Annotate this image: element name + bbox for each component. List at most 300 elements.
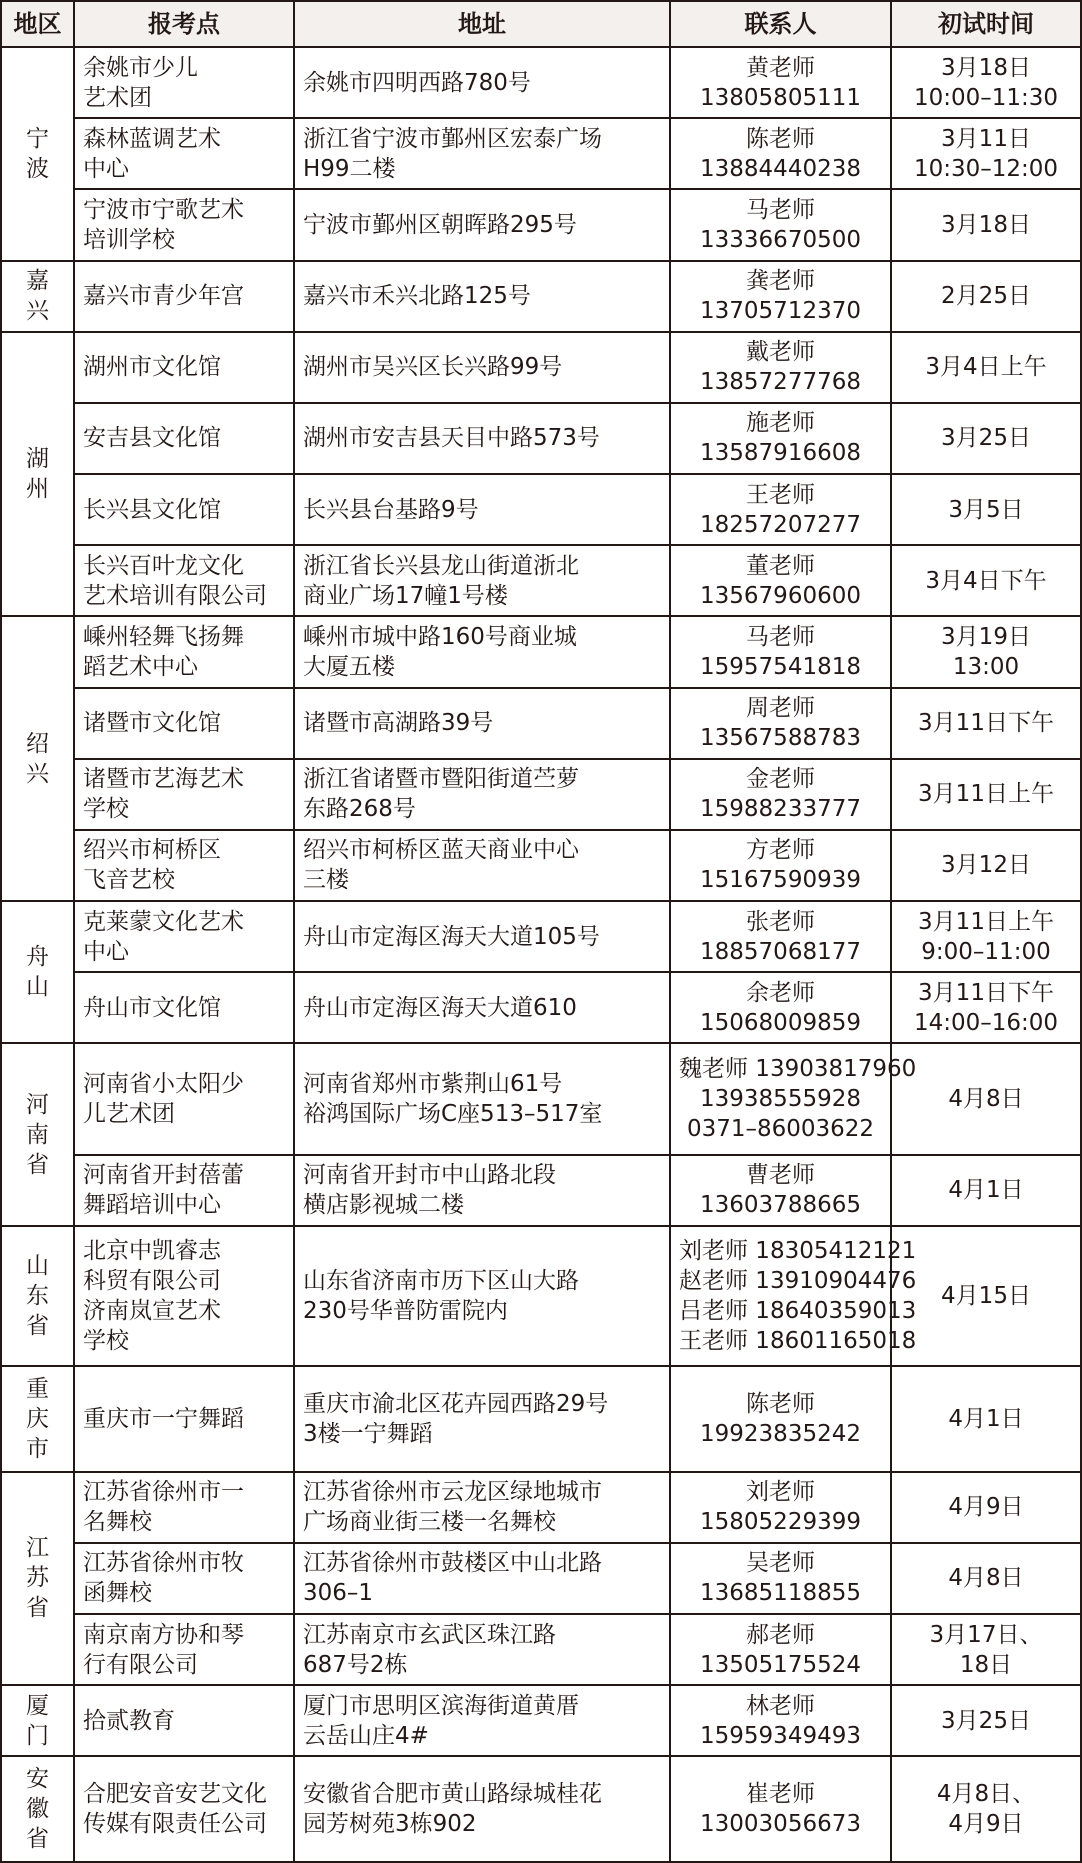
cell-line: 嵊州轻舞飞扬舞 [83,623,244,650]
exam-time-cell [891,47,1081,118]
venue-cell [74,972,294,1043]
contact-cell [670,972,891,1043]
address-cell [294,1472,670,1543]
cell-line: 江 [26,1535,49,1562]
cell-line: 裕鸿国际广场C座513–517室 [303,1101,603,1128]
cell-line: 三楼 [303,867,349,894]
cell-line: 舟 [26,944,49,971]
cell-line: 马老师 [746,196,815,223]
cell-line: 厦 [26,1692,49,1719]
cell-line: 江苏南京市玄武区珠江路 [303,1621,556,1648]
cell-line: 学校 [83,796,129,823]
exam-time-cell [891,1226,1081,1366]
contact-cell [670,332,891,403]
table-row [1,47,1081,118]
cell-line: 3月18日 [941,211,1031,238]
cell-line: 刘老师 18305412121 [679,1237,917,1264]
table-row [1,1543,1081,1614]
exam-time-cell [891,1685,1081,1756]
cell-line: 2月25日 [941,283,1031,310]
cell-line: 4月9日 [948,1811,1024,1838]
venue-cell [74,759,294,830]
cell-line: 19923835242 [700,1420,861,1447]
cell-line: 13705712370 [700,298,861,325]
contact-cell [670,901,891,972]
venue-cell [74,118,294,189]
cell-line: 诸暨市文化馆 [83,710,221,737]
cell-line: 河 [26,1091,49,1118]
cell-line: 重庆市渝北区花卉园西路29号 [303,1390,609,1417]
venue-cell [74,616,294,687]
cell-line: 诸暨市艺海艺术 [83,766,244,793]
exam-time-cell [891,1756,1081,1862]
cell-line: 南京南方协和琴 [83,1621,244,1648]
cell-line: 15068009859 [700,1009,861,1036]
address-cell [294,1543,670,1614]
cell-line: 兴 [26,298,49,325]
contact-cell [670,118,891,189]
cell-line: 黄老师 [746,54,815,81]
exam-time-cell [891,545,1081,616]
venue-cell [74,474,294,545]
cell-line: 陈老师 [746,125,815,152]
cell-line: 绍兴市柯桥区 [83,837,221,864]
header-exam-time: 初试时间 [891,1,1081,47]
cell-line: 13603788665 [700,1192,861,1219]
cell-line: 13685118855 [700,1580,861,1607]
table-row [1,545,1081,616]
venue-cell [74,1472,294,1543]
cell-line: 郝老师 [746,1621,815,1648]
cell-line: 北京中凯睿志 [83,1237,221,1264]
cell-line: 长兴县台基路9号 [303,496,479,523]
contact-cell [670,616,891,687]
cell-line: 传媒有限责任公司 [83,1811,267,1838]
cell-line: 江苏省徐州市一 [83,1479,244,1506]
cell-line: 13938555928 [700,1086,861,1113]
address-cell [294,830,670,901]
cell-line: 安 [26,1766,49,1793]
contact-cell [670,189,891,260]
cell-line: 方老师 [746,837,815,864]
cell-line: 山 [26,974,49,1001]
cell-line: 15988233777 [700,796,861,823]
cell-line: 门 [26,1722,49,1749]
venue-cell [74,688,294,759]
region-cell [1,1366,74,1472]
cell-line: 云岳山庄4# [303,1722,429,1749]
table-row [1,1685,1081,1756]
cell-line: 13567960600 [700,582,861,609]
cell-line: 中心 [83,938,129,965]
cell-line: 绍兴市柯桥区蓝天商业中心 [303,837,579,864]
cell-line: 周老师 [746,695,815,722]
region-cell [1,1756,74,1862]
cell-line: 0371–86003622 [686,1116,875,1143]
cell-line: 13805805111 [700,84,861,111]
cell-line: 刘老师 [746,1479,815,1506]
cell-line: 3月11日上午 [918,781,1054,808]
cell-line: 中心 [83,155,129,182]
cell-line: 湖 [26,446,49,473]
exam-time-cell [891,189,1081,260]
cell-line: 广场商业街三楼一名舞校 [303,1509,556,1536]
cell-line: 13567588783 [700,725,861,752]
contact-cell [670,1614,891,1685]
contact-cell [670,1685,891,1756]
cell-line: 10:00–11:30 [913,84,1059,111]
cell-line: 3月11日 [941,125,1031,152]
table-row [1,332,1081,403]
contact-cell [670,1155,891,1226]
table-row [1,118,1081,189]
cell-line: 张老师 [746,908,815,935]
cell-line: 重庆市一宁舞蹈 [83,1405,244,1432]
cell-line: 蹈艺术中心 [83,653,198,680]
cell-line: 绍 [26,730,49,757]
table-row [1,1614,1081,1685]
venue-cell [74,1226,294,1366]
address-cell [294,545,670,616]
cell-line: 10:30–12:00 [913,155,1059,182]
table-row [1,261,1081,332]
cell-line: 安徽省合肥市黄山路绿城桂花 [303,1781,602,1808]
exam-time-cell [891,1472,1081,1543]
contact-cell [670,261,891,332]
cell-line: 商业广场17幢1号楼 [303,582,508,609]
cell-line: 9:00–11:00 [921,938,1051,965]
venue-cell [74,545,294,616]
cell-line: 东路268号 [303,796,416,823]
cell-line: 浙江省诸暨市暨阳街道苎萝 [303,766,579,793]
cell-line: 飞音艺校 [83,867,175,894]
cell-line: 14:00–16:00 [913,1009,1059,1036]
table-row [1,1366,1081,1472]
address-cell [294,1366,670,1472]
exam-time-cell [891,1366,1081,1472]
table-row [1,1472,1081,1543]
header-address: 地址 [294,1,670,47]
address-cell [294,688,670,759]
cell-line: 嵊州市城中路160号商业城 [303,623,577,650]
cell-line: H99二楼 [303,155,396,182]
cell-line: 4月8日、 [936,1781,1036,1808]
cell-line: 厦门市思明区滨海街道黄厝 [303,1692,579,1719]
address-cell [294,1226,670,1366]
cell-line: 舟山市定海区海天大道610 [303,994,577,1021]
cell-line: 重 [26,1375,49,1402]
cell-line: 13:00 [952,653,1020,680]
header-contact: 联系人 [670,1,891,47]
contact-cell [670,759,891,830]
cell-line: 3月11日上午 [918,908,1054,935]
cell-line: 林老师 [746,1692,815,1719]
address-cell [294,1043,670,1154]
table-row [1,759,1081,830]
cell-line: 董老师 [746,552,815,579]
cell-line: 培训学校 [83,226,175,253]
contact-cell [670,1043,917,1154]
cell-line: 州 [26,476,49,503]
cell-line: 4月8日 [948,1086,1024,1113]
cell-line: 3月18日 [941,54,1031,81]
region-cell [1,1472,74,1686]
exam-time-cell [891,1155,1081,1226]
venue-cell [74,1756,294,1862]
venue-cell [74,261,294,332]
cell-line: 陈老师 [746,1390,815,1417]
exam-time-cell [891,972,1081,1043]
table-row [1,1226,1081,1366]
region-cell [1,901,74,1043]
cell-line: 吴老师 [746,1550,815,1577]
table-header-row [1,1,1081,47]
cell-line: 湖州市吴兴区长兴路99号 [303,354,563,381]
header-venue: 报考点 [74,1,294,47]
region-cell [1,616,74,901]
cell-line: 东 [26,1282,49,1309]
exam-time-cell [891,118,1081,189]
cell-line: 艺术团 [83,84,152,111]
cell-line: 13336670500 [700,226,861,253]
venue-cell [74,1614,294,1685]
cell-line: 江苏省徐州市鼓楼区中山北路 [303,1550,602,1577]
cell-line: 吕老师 18640359013 [679,1297,917,1324]
cell-line: 省 [26,1312,49,1339]
cell-line: 13857277768 [700,369,861,396]
cell-line: 3月17日、 [929,1621,1043,1648]
cell-line: 学校 [83,1327,129,1354]
address-cell [294,759,670,830]
address-cell [294,189,670,260]
address-cell [294,403,670,474]
address-cell [294,261,670,332]
cell-line: 省 [26,1595,49,1622]
cell-line: 306–1 [303,1580,374,1607]
table-row [1,189,1081,260]
exam-time-cell [891,688,1081,759]
venue-cell [74,1366,294,1472]
address-cell [294,1756,670,1862]
contact-cell [670,47,891,118]
cell-line: 230号华普防雷院内 [303,1297,508,1324]
contact-cell [670,1472,891,1543]
exam-time-cell [891,403,1081,474]
region-cell [1,332,74,617]
cell-line: 兴 [26,760,49,787]
cell-line: 3月4日上午 [925,354,1047,381]
cell-line: 湖州市文化馆 [83,354,221,381]
cell-line: 济南岚宣艺术 [83,1297,221,1324]
cell-line: 河南省小太阳少 [83,1071,244,1098]
cell-line: 4月1日 [948,1177,1024,1204]
table-row [1,1043,1081,1154]
cell-line: 宁波市宁歌艺术 [83,196,244,223]
cell-line: 王老师 18601165018 [679,1327,917,1354]
cell-line: 儿艺术团 [83,1101,175,1128]
table-row [1,901,1081,972]
cell-line: 舟山市文化馆 [83,994,221,1021]
cell-line: 函舞校 [83,1580,152,1607]
table-row [1,830,1081,901]
cell-line: 13505175524 [700,1651,861,1678]
venue-cell [74,47,294,118]
cell-line: 横店影视城二楼 [303,1192,464,1219]
exam-time-cell [891,830,1081,901]
cell-line: 3月5日 [948,496,1024,523]
contact-cell [670,688,891,759]
address-cell [294,1685,670,1756]
cell-line: 安吉县文化馆 [83,425,221,452]
table-row [1,972,1081,1043]
cell-line: 南 [26,1121,49,1148]
cell-line: 克莱蒙文化艺术 [83,908,244,935]
cell-line: 湖州市安吉县天目中路573号 [303,425,600,452]
cell-line: 艺术培训有限公司 [83,582,267,609]
cell-line: 长兴百叶龙文化 [83,552,244,579]
cell-line: 名舞校 [83,1509,152,1536]
cell-line: 河南省郑州市紫荆山61号 [303,1071,563,1098]
cell-line: 浙江省宁波市鄞州区宏泰广场 [303,125,602,152]
table-row [1,1155,1081,1226]
cell-line: 施老师 [746,410,815,437]
cell-line: 3月12日 [941,852,1031,879]
address-cell [294,901,670,972]
cell-line: 余姚市少儿 [83,54,198,81]
cell-line: 行有限公司 [83,1651,198,1678]
cell-line: 江苏省徐州市云龙区绿地城市 [303,1479,602,1506]
cell-line: 18257207277 [700,511,861,538]
cell-line: 687号2栋 [303,1651,408,1678]
exam-time-cell [891,1043,1081,1154]
cell-line: 4月1日 [948,1405,1024,1432]
cell-line: 赵老师 13910904476 [679,1267,917,1294]
cell-line: 徽 [26,1796,49,1823]
cell-line: 山东省济南市历下区山大路 [303,1267,579,1294]
cell-line: 波 [26,155,49,182]
cell-line: 3楼一宁舞蹈 [303,1420,433,1447]
venue-cell [74,1155,294,1226]
cell-line: 市 [26,1435,49,1462]
contact-cell [670,474,891,545]
region-cell [1,261,74,332]
cell-line: 园芳树苑3栋902 [303,1811,477,1838]
address-cell [294,616,670,687]
region-cell [1,47,74,261]
region-cell [1,1043,74,1226]
venue-cell [74,1685,294,1756]
exam-time-cell [891,1543,1081,1614]
cell-line: 合肥安音安艺文化 [83,1781,267,1808]
cell-line: 18857068177 [700,938,861,965]
cell-line: 3月25日 [941,425,1031,452]
cell-line: 宁波市鄞州区朝晖路295号 [303,211,577,238]
cell-line: 嘉 [26,268,49,295]
table-row [1,1756,1081,1862]
venue-cell [74,189,294,260]
exam-time-cell [891,901,1081,972]
cell-line: 魏老师 13903817960 [679,1056,917,1083]
region-cell [1,1685,74,1756]
cell-line: 18日 [959,1651,1013,1678]
venue-cell [74,901,294,972]
cell-line: 余姚市四明西路780号 [303,69,531,96]
cell-line: 3月11日下午 [918,710,1054,737]
cell-line: 嘉兴市青少年宫 [83,283,244,310]
exam-time-cell [891,759,1081,830]
cell-line: 王老师 [746,481,815,508]
cell-line: 15957541818 [700,653,861,680]
venue-cell [74,332,294,403]
contact-cell [670,403,891,474]
cell-line: 3月4日下午 [925,567,1047,594]
cell-line: 龚老师 [746,268,815,295]
address-cell [294,332,670,403]
cell-line: 金老师 [746,766,815,793]
cell-line: 13884440238 [700,155,861,182]
exam-time-cell [891,616,1081,687]
cell-line: 省 [26,1151,49,1178]
cell-line: 13003056673 [700,1811,861,1838]
address-cell [294,47,670,118]
exam-time-cell [891,474,1081,545]
exam-time-cell [891,332,1081,403]
cell-line: 15959349493 [700,1722,861,1749]
table-row [1,688,1081,759]
cell-line: 嘉兴市禾兴北路125号 [303,283,531,310]
table-row [1,474,1081,545]
contact-cell [670,1366,891,1472]
exam-time-cell [891,261,1081,332]
cell-line: 3月11日下午 [918,979,1054,1006]
venue-cell [74,403,294,474]
cell-line: 苏 [26,1565,49,1592]
cell-line: 庆 [26,1405,49,1432]
cell-line: 舟山市定海区海天大道105号 [303,923,600,950]
cell-line: 13587916608 [700,440,861,467]
contact-cell [670,1756,891,1862]
cell-line: 曹老师 [746,1162,815,1189]
cell-line: 3月19日 [941,623,1031,650]
cell-line: 科贸有限公司 [83,1267,221,1294]
cell-line: 余老师 [746,979,815,1006]
table-body [1,47,1081,1862]
exam-time-cell [891,1614,1081,1685]
address-cell [294,1614,670,1685]
cell-line: 山 [26,1252,49,1279]
cell-line: 诸暨市高湖路39号 [303,710,494,737]
cell-line: 舞蹈培训中心 [83,1192,221,1219]
region-cell [1,1226,74,1366]
header-region: 地区 [1,1,74,47]
cell-line: 3月25日 [941,1707,1031,1734]
cell-line: 长兴县文化馆 [83,496,221,523]
cell-line: 河南省开封蓓蕾 [83,1162,244,1189]
contact-cell [670,1543,891,1614]
cell-line: 拾贰教育 [83,1707,175,1734]
address-cell [294,972,670,1043]
table-row [1,616,1081,687]
cell-line: 大厦五楼 [303,653,395,680]
cell-line: 省 [26,1826,49,1853]
cell-line: 森林蓝调艺术 [83,125,221,152]
venue-cell [74,1543,294,1614]
cell-line: 宁 [26,125,49,152]
venue-cell [74,1043,294,1154]
cell-line: 崔老师 [746,1781,815,1808]
address-cell [294,1155,670,1226]
venue-cell [74,830,294,901]
